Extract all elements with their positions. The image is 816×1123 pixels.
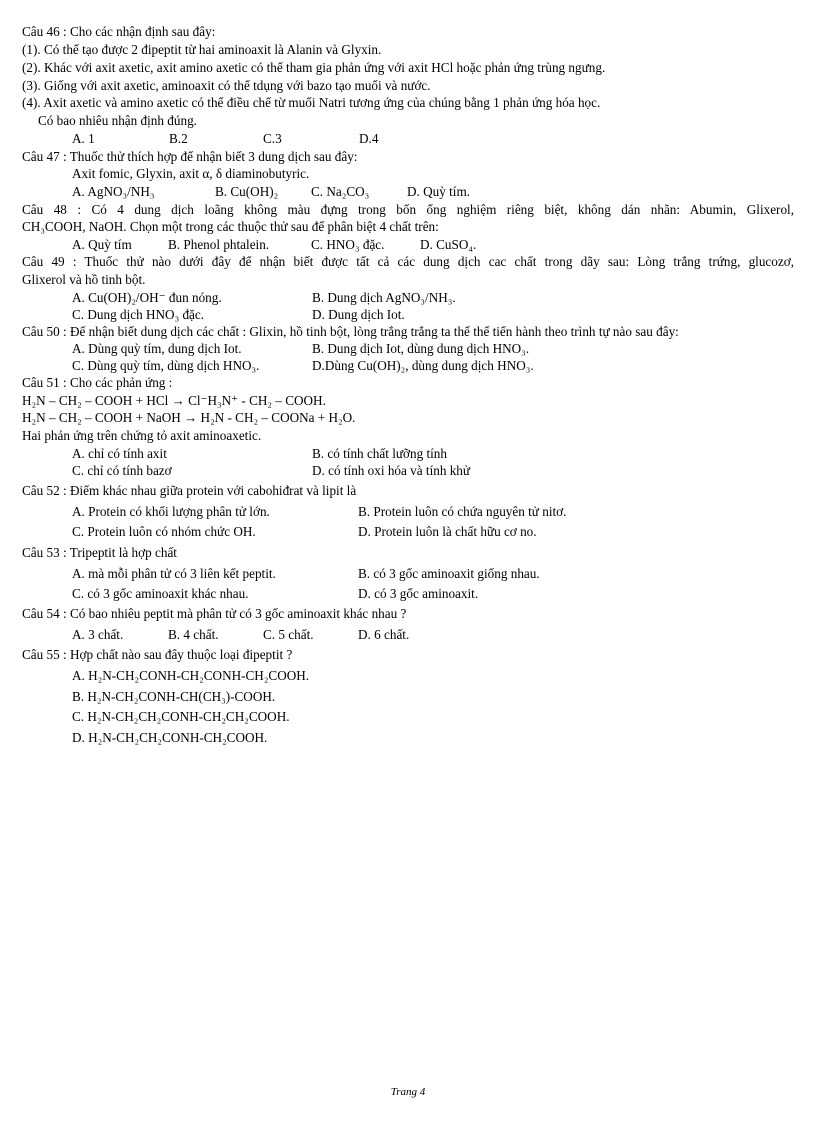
q53-option-d: D. có 3 gốc aminoaxit. <box>358 586 479 601</box>
q47-option-c: C. Na₂CO₃ <box>311 184 370 199</box>
q46-title: Câu 46 : Cho các nhận định sau đây: <box>22 24 216 39</box>
q47-options <box>72 184 772 200</box>
q50-option-a: A. Dùng quỳ tím, dung dịch Iot. <box>72 341 242 356</box>
q48-option-b: B. Phenol phtalein. <box>168 237 270 252</box>
q55-option-a: A. H₂N-CH₂CONH-CH₂CONH-CH₂COOH. <box>72 668 310 683</box>
q51-option-a: A. chỉ có tính axit <box>72 446 167 461</box>
q52-options-row-1 <box>72 504 772 520</box>
q55-option-d: D. H₂N-CH₂CH₂CONH-CH₂COOH. <box>72 730 268 745</box>
q48-text: Câu 48 : Có 4 dung dịch loãng không màu đựng trong bốn ống nghiệm riêng biệt, không dán nhãn: Abumin, Glixerol, <box>22 202 794 217</box>
q50-option-c: C. Dùng quỳ tím, dùng dịch HNO₃. <box>72 358 260 373</box>
q49-option-c: C. Dung dịch HNO₃ đặc. <box>72 307 205 322</box>
q49-option-a: A. Cu(OH)₂/OH⁻ đun nóng. <box>72 290 222 305</box>
q54-title: Câu 54 : Có bao nhiêu peptit mà phân tử có 3 gốc aminoaxit khác nhau ? <box>22 606 407 621</box>
q54-options <box>72 627 772 643</box>
q50-options-row-2 <box>72 358 772 374</box>
q51-options-row-1 <box>72 446 772 462</box>
q52-title: Câu 52 : Điểm khác nhau giữa protein với cabohiđrat và lipit là <box>22 483 357 498</box>
q54-option-b: B. 4 chất. <box>168 627 219 642</box>
q46-statement-3: (3). Giống với axit axetic, aminoaxit có thể tdụng với bazo tạo muối và nước. <box>22 78 431 93</box>
q47-option-a: A. AgNO₃/NH₃ <box>72 184 155 199</box>
q47-list: Axit fomic, Glyxin, axit α, δ diaminobutyric. <box>72 166 310 181</box>
q54-option-d: D. 6 chất. <box>358 627 410 642</box>
q49-option-b: B. Dung dịch AgNO₃/NH₃. <box>312 290 456 305</box>
q49-options-row-2 <box>72 307 772 323</box>
q53-option-c: C. có 3 gốc aminoaxit khác nhau. <box>72 586 249 601</box>
q49-text-2: Glixerol và hồ tinh bột. <box>22 272 146 287</box>
q50-title: Câu 50 : Để nhận biết dung dịch các chất : Glixin, hồ tinh bột, lòng trắng trắng ta thể thể tiến hành theo trình tự nào sau đây: <box>22 324 679 339</box>
q47-option-b: B. Cu(OH)₂ <box>215 184 279 199</box>
q53-option-a: A. mà mỗi phân tử có 3 liên kết peptit. <box>72 566 276 581</box>
q47-option-d: D. Quỳ tím. <box>407 184 471 199</box>
q46-option-d: D.4 <box>359 131 379 146</box>
q51-options-row-2 <box>72 463 772 479</box>
q46-statement-1: (1). Có thể tạo được 2 đipeptit từ hai aminoaxit là Alanin và Glyxin. <box>22 42 382 57</box>
q55-option-b: B. H₂N-CH₂CONH-CH(CH₃)-COOH. <box>72 689 276 704</box>
q51-reaction-2: H₂N – CH₂ – COOH + NaOH → H₂N - CH₂ – COONa + H₂O. <box>22 410 356 425</box>
q52-option-a: A. Protein có khối lượng phân tử lớn. <box>72 504 270 519</box>
q55-option-c: C. H₂N-CH₂CH₂CONH-CH₂CH₂COOH. <box>72 709 290 724</box>
q54-option-a: A. 3 chất. <box>72 627 124 642</box>
q52-option-d: D. Protein luôn là chất hữu cơ no. <box>358 524 537 539</box>
q47-title: Câu 47 : Thuốc thử thích hợp để nhận biết 3 dung dịch sau đây: <box>22 149 358 164</box>
q50-option-b: B. Dung dịch Iot, dùng dung dịch HNO₃. <box>312 341 530 356</box>
q51-option-d: D. có tính oxi hóa và tính khử <box>312 463 471 478</box>
q51-reaction-1: H₂N – CH₂ – COOH + HCl → Cl⁻H₃N⁺ - CH₂ – COOH. <box>22 393 326 408</box>
q46-statement-2: (2). Khác với axit axetic, axit amino axetic có thể tham gia phản ứng với axit HCl hoặc phản ứng trùng ngưng. <box>22 60 606 75</box>
q46-option-a: A. 1 <box>72 131 95 146</box>
q49-option-d: D. Dung dịch Iot. <box>312 307 405 322</box>
q48-option-c: C. HNO₃ đặc. <box>311 237 385 252</box>
q53-option-b: B. có 3 gốc aminoaxit giống nhau. <box>358 566 540 581</box>
page-number: Trang 4 <box>390 1086 426 1098</box>
q48-option-d: D. CuSO₄. <box>420 237 477 252</box>
q55-title: Câu 55 : Hợp chất nào sau đây thuộc loại đipeptit ? <box>22 647 293 662</box>
q46-prompt: Có bao nhiêu nhận định đúng. <box>38 113 197 128</box>
q48-text-2: CH₃COOH, NaOH. Chọn một trong các thuộc thử sau để phân biệt 4 chất trên: <box>22 219 439 234</box>
q52-option-b: B. Protein luôn có chứa nguyên tử nitơ. <box>358 504 567 519</box>
q46-option-c: C.3 <box>263 131 282 146</box>
q53-options-row-1 <box>72 566 772 582</box>
q54-option-c: C. 5 chất. <box>263 627 314 642</box>
q50-option-d: D.Dùng Cu(OH)₂, dùng dung dịch HNO₃. <box>312 358 534 373</box>
q49-text: Câu 49 : Thuốc thử nào dưới đây để nhận biết được tất cả các dung dịch cac chất trong dãy sau: Lòng trắng trứng, glucozơ, <box>22 254 794 269</box>
q51-option-b: B. có tính chất lưỡng tính <box>312 446 447 461</box>
q50-options-row-1 <box>72 341 772 357</box>
q48-option-a: A. Quỳ tím <box>72 237 132 252</box>
q51-option-c: C. chỉ có tính bazơ <box>72 463 172 478</box>
q46-options <box>72 131 772 147</box>
q53-title: Câu 53 : Tripeptit là hợp chất <box>22 545 177 560</box>
q52-options-row-2 <box>72 524 772 540</box>
q53-options-row-2 <box>72 586 772 602</box>
q46-option-b: B.2 <box>169 131 188 146</box>
q46-statement-4: (4). Axit axetic và amino axetic có thể điều chế từ muối Natri tương ứng của chúng bằng 1 phản ứng hóa học. <box>22 95 601 110</box>
q52-option-c: C. Protein luôn có nhóm chức OH. <box>72 524 256 539</box>
q48-options <box>72 237 772 253</box>
q51-prompt: Hai phản ứng trên chứng tỏ axit aminoaxetic. <box>22 428 262 443</box>
q51-title: Câu 51 : Cho các phản ứng : <box>22 375 173 390</box>
q49-options-row-1 <box>72 290 772 306</box>
